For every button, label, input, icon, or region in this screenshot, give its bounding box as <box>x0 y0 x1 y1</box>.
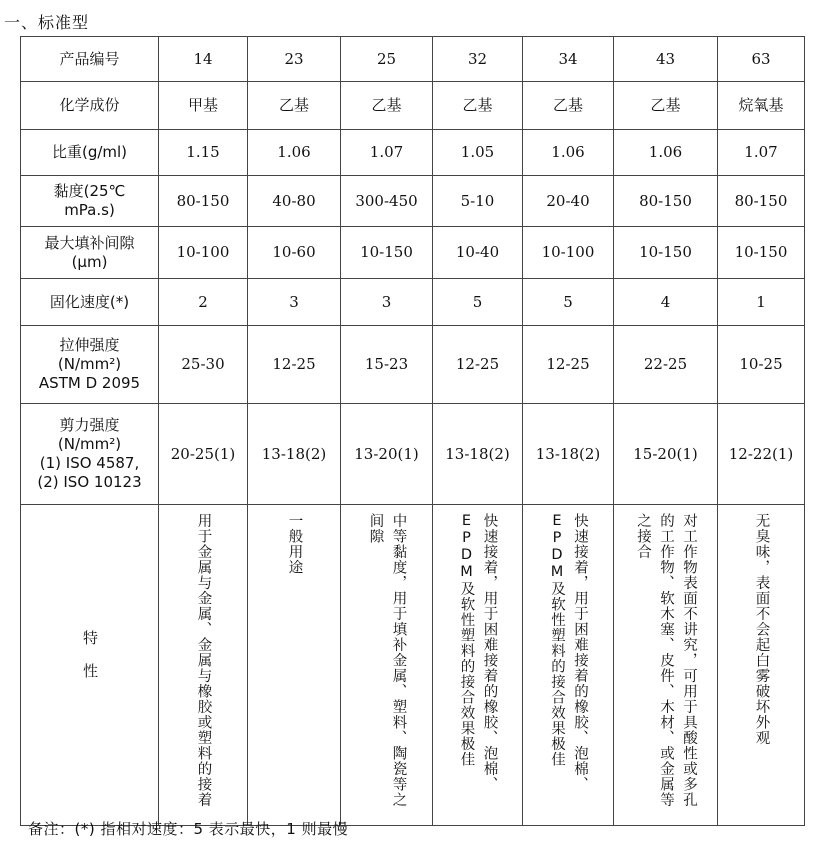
model-63: 63 <box>718 37 805 82</box>
table-cell: 10-40 <box>433 227 523 279</box>
table-cell: 10-100 <box>523 227 614 279</box>
table-cell: 13-18(2) <box>523 404 614 505</box>
feature-text: 无臭味，表面不会起白雾破坏外观 <box>753 513 770 746</box>
row-label-line: 黏度(25℃ <box>53 182 126 200</box>
spec-table <box>20 36 805 826</box>
table-cell: 10-25 <box>718 326 805 404</box>
table-cell: 10-150 <box>718 227 805 279</box>
features-row <box>21 505 805 826</box>
table-cell: 10-150 <box>614 227 718 279</box>
row-label-line: 剪力强度 <box>59 416 120 434</box>
table-row <box>21 404 805 505</box>
table-row <box>21 130 805 176</box>
header-row <box>21 37 805 82</box>
table-cell: 烷氧基 <box>718 82 805 130</box>
table-cell: 12-22(1) <box>718 404 805 505</box>
table-cell: 20-25(1) <box>159 404 248 505</box>
table-cell: 1.06 <box>614 130 718 176</box>
features-label <box>21 505 159 826</box>
row-label-line: 拉伸强度 <box>59 336 120 354</box>
row-label-line: 最大填补间隙 <box>44 233 135 252</box>
row-label-line: mPa.s) <box>64 201 115 219</box>
header-label: 产品编号 <box>21 37 159 82</box>
table-row <box>21 326 805 404</box>
table-cell: 1.06 <box>248 130 341 176</box>
model-14: 14 <box>159 37 248 82</box>
row-label <box>21 404 159 505</box>
table-cell: 22-25 <box>614 326 718 404</box>
feature-text: 快速接着，用于困难接着的橡胶、泡棉、EPDM及软性塑料的接合效果极佳 <box>458 513 498 792</box>
table-cell: 乙基 <box>523 82 614 130</box>
feature-cell <box>433 505 523 826</box>
row-label-line: (μm) <box>71 252 108 271</box>
table-cell: 15-20(1) <box>614 404 718 505</box>
row-label <box>21 130 159 176</box>
feature-text: 快速接着，用于困难接着的橡胶、泡棉、EPDM及软性塑料的接合效果极佳 <box>549 513 588 792</box>
row-label-line: 化学成份 <box>59 96 120 114</box>
table-cell: 4 <box>614 279 718 326</box>
table-cell: 乙基 <box>341 82 433 130</box>
model-25: 25 <box>341 37 433 82</box>
table-cell: 10-60 <box>248 227 341 279</box>
feature-text: 对工作物表面不讲究，可用于具酸性或多孔的工作物、软木塞、皮件、木材、或金属等之接合 <box>635 513 697 808</box>
table-cell: 1.05 <box>433 130 523 176</box>
table-cell: 乙基 <box>433 82 523 130</box>
table-cell: 12-25 <box>248 326 341 404</box>
table-cell: 13-20(1) <box>341 404 433 505</box>
feature-text: 用于金属与金属、金属与橡胶或塑料的接着 <box>195 513 212 808</box>
table-cell: 1.06 <box>523 130 614 176</box>
feature-cell <box>718 505 805 826</box>
table-cell: 25-30 <box>159 326 248 404</box>
spec-table-body <box>21 37 805 826</box>
section-title: 一、标准型 <box>4 13 90 32</box>
feature-cell <box>614 505 718 826</box>
table-cell: 300-450 <box>341 176 433 227</box>
feature-cell <box>523 505 614 826</box>
table-cell: 3 <box>341 279 433 326</box>
table-cell: 2 <box>159 279 248 326</box>
feature-text: 中等黏度，用于填补金属、塑料、陶瓷等之间隙 <box>367 513 407 808</box>
table-cell: 80-150 <box>718 176 805 227</box>
table-row <box>21 227 805 279</box>
table-cell: 10-100 <box>159 227 248 279</box>
row-label-line: (1) ISO 4587, <box>39 454 140 472</box>
model-32: 32 <box>433 37 523 82</box>
table-row <box>21 176 805 227</box>
row-label-line: 比重(g/ml) <box>51 143 128 161</box>
table-cell: 5 <box>523 279 614 326</box>
row-label-line: (N/mm²) <box>57 435 122 453</box>
table-cell: 乙基 <box>614 82 718 130</box>
table-cell: 10-150 <box>341 227 433 279</box>
feature-cell <box>159 505 248 826</box>
feature-text: 一般用途 <box>286 513 303 575</box>
model-23: 23 <box>248 37 341 82</box>
table-cell: 1.15 <box>159 130 248 176</box>
table-cell: 20-40 <box>523 176 614 227</box>
table-cell: 40-80 <box>248 176 341 227</box>
feature-cell <box>341 505 433 826</box>
row-label-line: ASTM D 2095 <box>38 374 141 392</box>
row-label <box>21 176 159 227</box>
table-cell: 1.07 <box>341 130 433 176</box>
table-cell: 5 <box>433 279 523 326</box>
table-row <box>21 82 805 130</box>
row-label <box>21 326 159 404</box>
table-cell: 80-150 <box>614 176 718 227</box>
table-cell: 1 <box>718 279 805 326</box>
table-cell: 13-18(2) <box>433 404 523 505</box>
table-cell: 3 <box>248 279 341 326</box>
table-cell: 乙基 <box>248 82 341 130</box>
model-43: 43 <box>614 37 718 82</box>
row-label <box>21 227 159 279</box>
row-label <box>21 82 159 130</box>
table-row <box>21 279 805 326</box>
table-cell: 13-18(2) <box>248 404 341 505</box>
row-label <box>21 279 159 326</box>
row-label-line: (N/mm²) <box>57 355 122 373</box>
footnote: 备注：(*) 指相对速度：5 表示最快，1 则最慢 <box>28 820 349 838</box>
table-cell: 80-150 <box>159 176 248 227</box>
features-label-text: 特性 <box>81 629 99 696</box>
table-cell: 12-25 <box>523 326 614 404</box>
table-cell: 12-25 <box>433 326 523 404</box>
feature-cell <box>248 505 341 826</box>
table-cell: 15-23 <box>341 326 433 404</box>
table-cell: 1.07 <box>718 130 805 176</box>
table-cell: 甲基 <box>159 82 248 130</box>
model-34: 34 <box>523 37 614 82</box>
row-label-line: (2) ISO 10123 <box>37 473 142 491</box>
row-label-line: 固化速度(*) <box>49 292 130 311</box>
table-cell: 5-10 <box>433 176 523 227</box>
